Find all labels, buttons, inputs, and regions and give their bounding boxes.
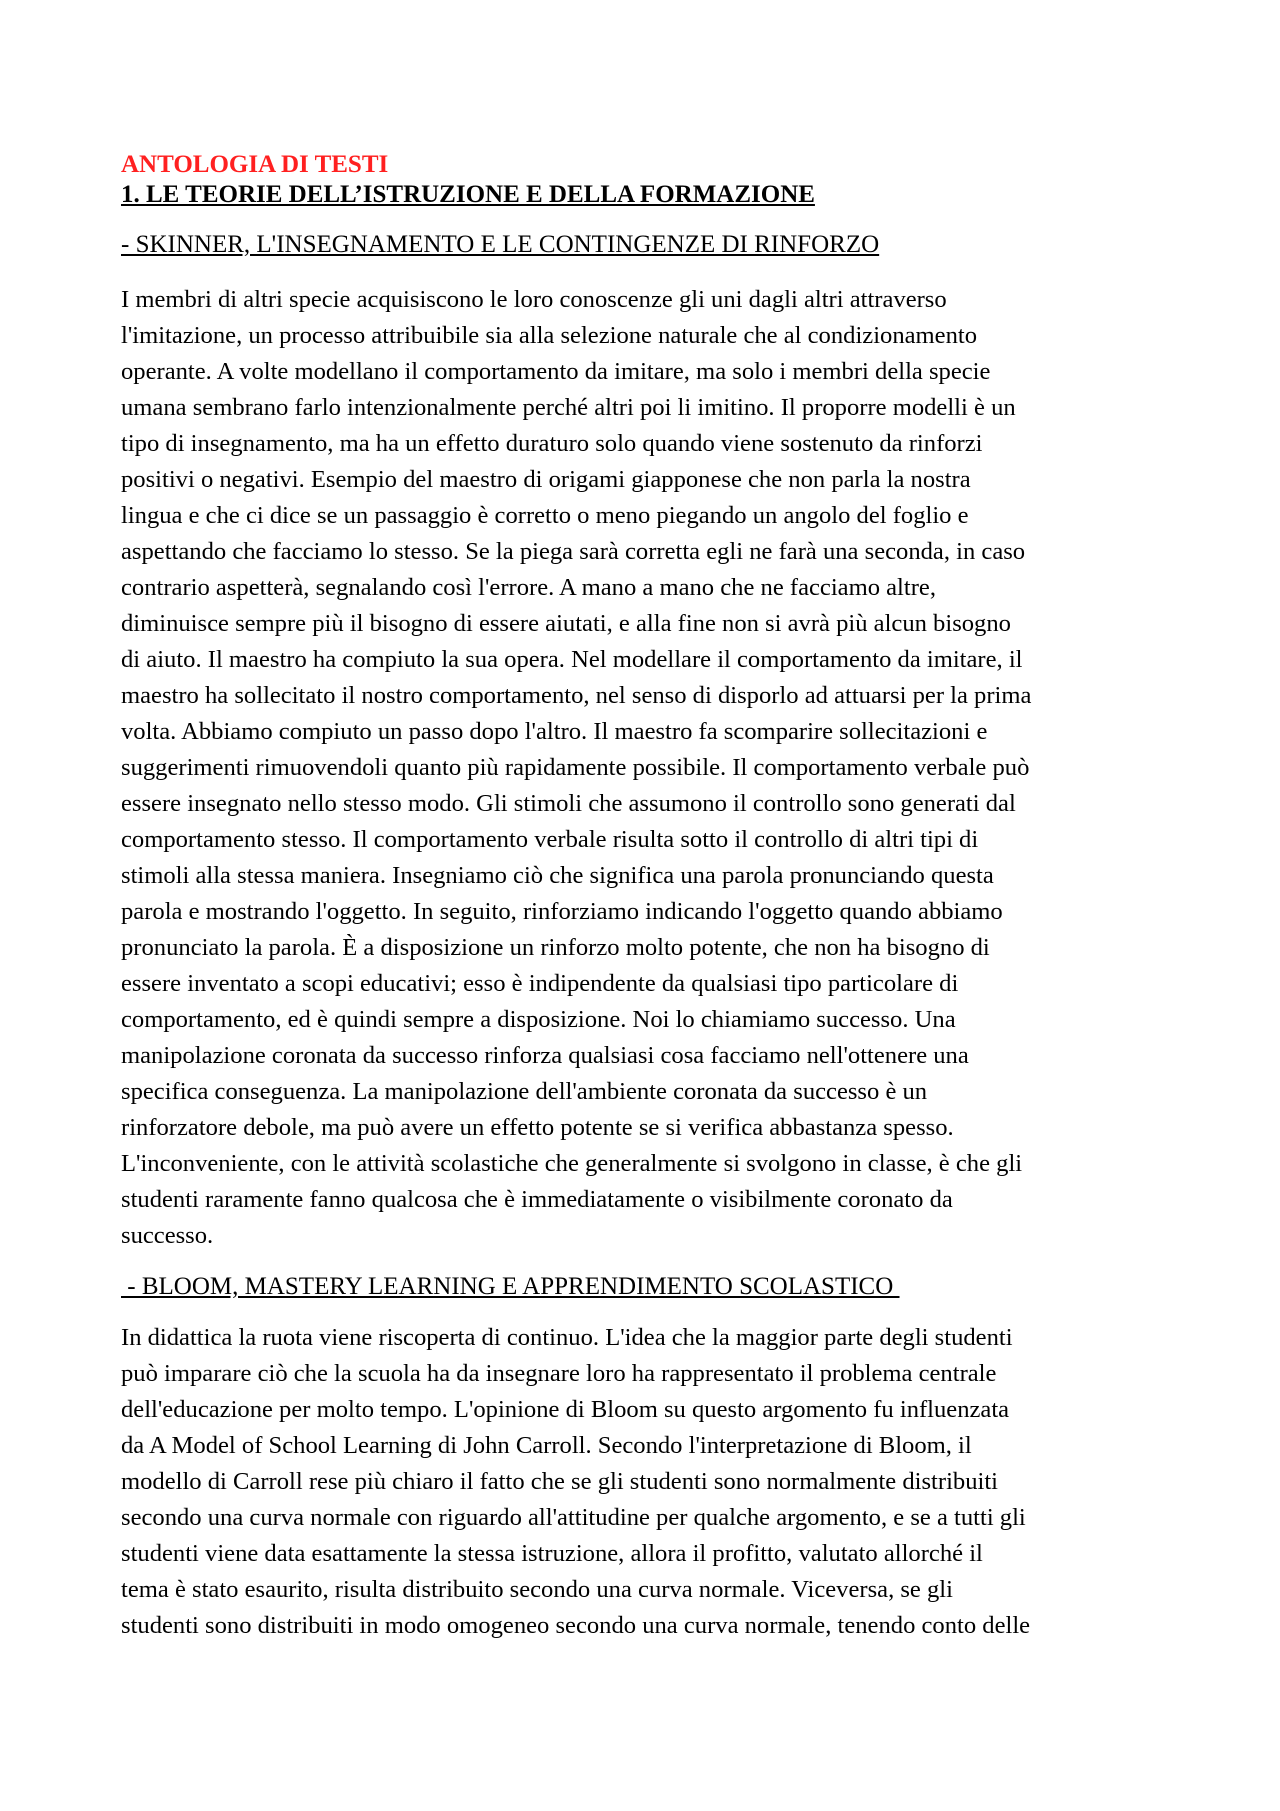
text-line: successo.: [121, 1222, 214, 1249]
text-line: secondo una curva normale con riguardo all'attitudine per qualche argomento, e se a tutti gli: [121, 1504, 1026, 1531]
text-line: parola e mostrando l'oggetto. In seguito, rinforziamo indicando l'oggetto quando abbiamo: [121, 898, 1003, 925]
text-line: suggerimenti rimuovendoli quanto più rapidamente possibile. Il comportamento verbale può: [121, 754, 1030, 781]
section-body-skinner: [121, 282, 1161, 1254]
text-line: di aiuto. Il maestro ha compiuto la sua opera. Nel modellare il comportamento da imitare, il: [121, 646, 1023, 673]
text-line: studenti raramente fanno qualcosa che è immediatamente o visibilmente coronato da: [121, 1186, 953, 1213]
text-line: pronunciato la parola. È a disposizione un rinforzo molto potente, che non ha bisogno di: [121, 934, 990, 961]
text-line: può imparare ciò che la scuola ha da insegnare loro ha rappresentato il problema centrale: [121, 1360, 997, 1387]
chapter-title: 1. LE TEORIE DELL’ISTRUZIONE E DELLA FORMAZIONE: [121, 181, 815, 208]
text-line: essere inventato a scopi educativi; esso è indipendente da qualsiasi tipo particolare di: [121, 970, 959, 997]
text-line: contrario aspetterà, segnalando così l'errore. A mano a mano che ne facciamo altre,: [121, 574, 936, 601]
text-line: operante. A volte modellano il comportamento da imitare, ma solo i membri della specie: [121, 358, 991, 385]
text-line: da A Model of School Learning di John Carroll. Secondo l'interpretazione di Bloom, il: [121, 1432, 972, 1459]
text-line: In didattica la ruota viene riscoperta di continuo. L'idea che la maggior parte degli studenti: [121, 1324, 1013, 1351]
section-heading-skinner: - SKINNER, L'INSEGNAMENTO E LE CONTINGENZE DI RINFORZO: [121, 231, 880, 258]
text-line: l'imitazione, un processo attribuibile sia alla selezione naturale che al condizionamento: [121, 322, 978, 349]
text-line: studenti sono distribuiti in modo omogeneo secondo una curva normale, tenendo conto delle: [121, 1612, 1031, 1639]
text-line: lingua e che ci dice se un passaggio è corretto o meno piegando un angolo del foglio e: [121, 502, 969, 529]
text-line: tema è stato esaurito, risulta distribuito secondo una curva normale. Viceversa, se gli: [121, 1576, 953, 1603]
text-line: studenti viene data esattamente la stessa istruzione, allora il profitto, valutato allorché il: [121, 1540, 983, 1567]
section-body-bloom: [121, 1320, 1161, 1644]
text-line: stimoli alla stessa maniera. Insegniamo ciò che significa una parola pronunciando questa: [121, 862, 994, 889]
text-line: maestro ha sollecitato il nostro comportamento, nel senso di disporlo ad attuarsi per la prima: [121, 682, 1032, 709]
text-line: positivi o negativi. Esempio del maestro di origami giapponese che non parla la nostra: [121, 466, 971, 493]
text-line: tipo di insegnamento, ma ha un effetto duraturo solo quando viene sostenuto da rinforzi: [121, 430, 983, 457]
text-line: rinforzatore debole, ma può avere un effetto potente se si verifica abbastanza spesso.: [121, 1114, 954, 1141]
text-line: essere insegnato nello stesso modo. Gli stimoli che assumono il controllo sono generati dal: [121, 790, 1016, 817]
text-line: manipolazione coronata da successo rinforza qualsiasi cosa facciamo nell'ottenere una: [121, 1042, 969, 1069]
document-content: [121, 150, 1161, 1644]
text-line: L'inconveniente, con le attività scolastiche che generalmente si svolgono in classe, è che gli: [121, 1150, 1023, 1177]
text-line: volta. Abbiamo compiuto un passo dopo l'altro. Il maestro fa scomparire sollecitazioni e: [121, 718, 988, 745]
text-line: comportamento stesso. Il comportamento verbale risulta sotto il controllo di altri tipi di: [121, 826, 979, 853]
text-line: I membri di altri specie acquisiscono le loro conoscenze gli uni dagli altri attraverso: [121, 286, 947, 313]
text-line: umana sembrano farlo intenzionalmente perché altri poi li imitino. Il proporre modelli è un: [121, 394, 1016, 421]
text-line: modello di Carroll rese più chiaro il fatto che se gli studenti sono normalmente distribuiti: [121, 1468, 998, 1495]
text-line: diminuisce sempre più il bisogno di essere aiutati, e alla fine non si avrà più alcun bisogno: [121, 610, 1011, 637]
text-line: aspettando che facciamo lo stesso. Se la piega sarà corretta egli ne farà una seconda, in caso: [121, 538, 1026, 565]
anthology-title: ANTOLOGIA DI TESTI: [121, 151, 389, 178]
text-line: specifica conseguenza. La manipolazione dell'ambiente coronata da successo è un: [121, 1078, 928, 1105]
text-line: comportamento, ed è quindi sempre a disposizione. Noi lo chiamiamo successo. Una: [121, 1006, 956, 1033]
section-heading-bloom: - BLOOM, MASTERY LEARNING E APPRENDIMENTO SCOLASTICO: [121, 1273, 900, 1300]
text-line: dell'educazione per molto tempo. L'opinione di Bloom su questo argomento fu influenzata: [121, 1396, 1010, 1423]
